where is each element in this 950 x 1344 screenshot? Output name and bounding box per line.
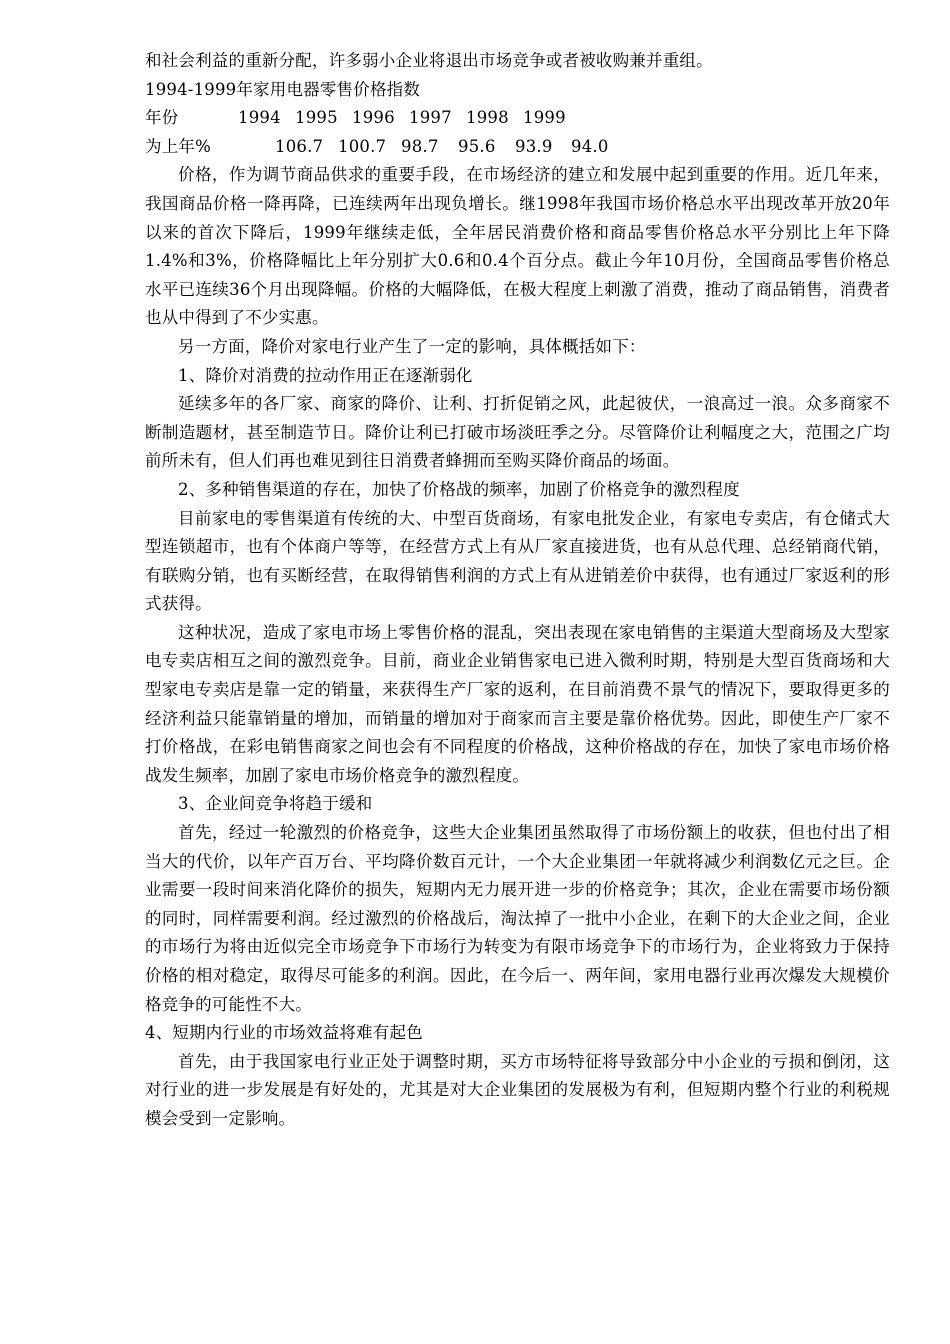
table-value-cell: 100.7: [338, 136, 387, 156]
paragraph-section-3: 首先，经过一轮激烈的价格竞争，这些大企业集团虽然取得了市场份额上的收获，但也付出了相当大的代价，以年产百万台、平均降价数百元计，一个大企业集团一年就将减少利润数亿元之巨。企业需要一段时间来消化降价的损失，短期内无力展开进一步的价格竞争；其次，企业在需要市场份额的同时，同样需要利润。经过激烈的价格战后，淘汰掉了一批中小企业，在剩下的大企业之间，企业的市场行为将由近似完全市场竞争下市场行为转变为有限市场竞争下的市场行为，企业将致力于保持价格的相对稳定，取得尽可能多的利润。因此，在今后一、两年间，家用电器行业再次爆发大规模价格竞争的可能性不大。: [145, 823, 890, 1014]
paragraph-section-1: 延续多年的各厂家、商家的降价、让利、打折促销之风，此起彼伏，一浪高过一浪。众多商家不断制造题材，甚至制造节日。降价让利已打破市场淡旺季之分。尽管降价让利幅度之大，范围之广均前所未有，但人们再也难见到往日消费者蜂拥而至购买降价商品的场面。: [145, 394, 890, 471]
section-heading-3: 3、企业间竞争将趋于缓和: [178, 794, 373, 814]
continuation-line: 和社会利益的重新分配，许多弱小企业将退出市场竞争或者被收购兼并重组。: [145, 51, 713, 70]
table-year-cell: 1998: [466, 108, 509, 128]
table-year-cell: 1999: [523, 108, 566, 128]
table-title: 1994-1999年家用电器零售价格指数: [145, 79, 421, 99]
section-heading-1: 1、降价对消费的拉动作用正在逐渐弱化: [178, 365, 473, 385]
table-year-cell: 1996: [352, 108, 395, 128]
table-year-cell: 1997: [409, 108, 452, 128]
table-year-cell: 1994: [238, 108, 281, 128]
table-row-label-year: 年份: [145, 108, 179, 128]
index-table-row-values: [145, 133, 890, 162]
paragraph-other-side: 另一方面，降价对家电行业产生了一定的影响，具体概括如下：: [178, 336, 646, 356]
section-heading-4: 4、短期内行业的市场效益将难有起色: [145, 1023, 423, 1043]
document-body: [145, 47, 890, 1134]
table-value-cell: 95.6: [458, 136, 496, 156]
table-value-cell: 98.7: [401, 136, 439, 156]
paragraph-section-2b: 这种状况，造成了家电市场上零售价格的混乱，突出表现在家电销售的主渠道大型商场及大型家电专卖店相互之间的激烈竞争。目前，商业企业销售家电已进入微利时期，特别是大型百货商场和大型家电专卖店是靠一定的销量，来获得生产厂家的返利，在目前消费不景气的情况下，要取得更多的经济利益只能靠销量的增加，而销量的增加对于商家而言主要是靠价格优势。因此，即使生产厂家不打价格战，在彩电销售商家之间也会有不同程度的价格战，这种价格战的存在，加快了家电市场价格战发生频率，加剧了家电市场价格竞争的激烈程度。: [145, 622, 890, 785]
table-value-cell: 106.7: [275, 136, 324, 156]
table-row-label-percent: 为上年%: [145, 136, 211, 156]
paragraph-section-2a: 目前家电的零售渠道有传统的大、中型百货商场，有家电批发企业，有家电专卖店，有仓储式大型连锁超市，也有个体商户等等，在经营方式上有从厂家直接进货，也有从总代理、总经销商代销，有联购分销，也有买断经营，在取得销售利润的方式上有从进销差价中获得，也有通过厂家返利的形式获得。: [145, 508, 890, 614]
table-year-cell: 1995: [295, 108, 338, 128]
table-value-cell: 94.0: [571, 136, 609, 156]
paragraph-price: 价格，作为调节商品供求的重要手段，在市场经济的建立和发展中起到重要的作用。近几年来，我国商品价格一降再降，已连续两年出现负增长。继1998年我国市场价格总水平出现改革开放20年以来的首次下降后，1999年继续走低，全年居民消费价格和商品零售价格总水平分别比上年下降1.4%和3%，价格降幅比上年分别扩大0.6和0.4个百分点。截止今年10月份，全国商品零售价格总水平已连续36个月出现降幅。价格的大幅降低，在极大程度上刺激了消费，推动了商品销售，消费者也从中得到了不少实惠。: [145, 165, 890, 328]
section-heading-2: 2、多种销售渠道的存在，加快了价格战的频率，加剧了价格竞争的激烈程度: [178, 479, 740, 499]
paragraph-section-4: 首先，由于我国家电行业正处于调整时期，买方市场特征将导致部分中小企业的亏损和倒闭，这对行业的进一步发展是有好处的，尤其是对大企业集团的发展极为有利，但短期内整个行业的利税规模会受到一定影响。: [145, 1051, 890, 1128]
table-value-cell: 93.9: [515, 136, 553, 156]
index-table-row-years: [145, 104, 890, 133]
